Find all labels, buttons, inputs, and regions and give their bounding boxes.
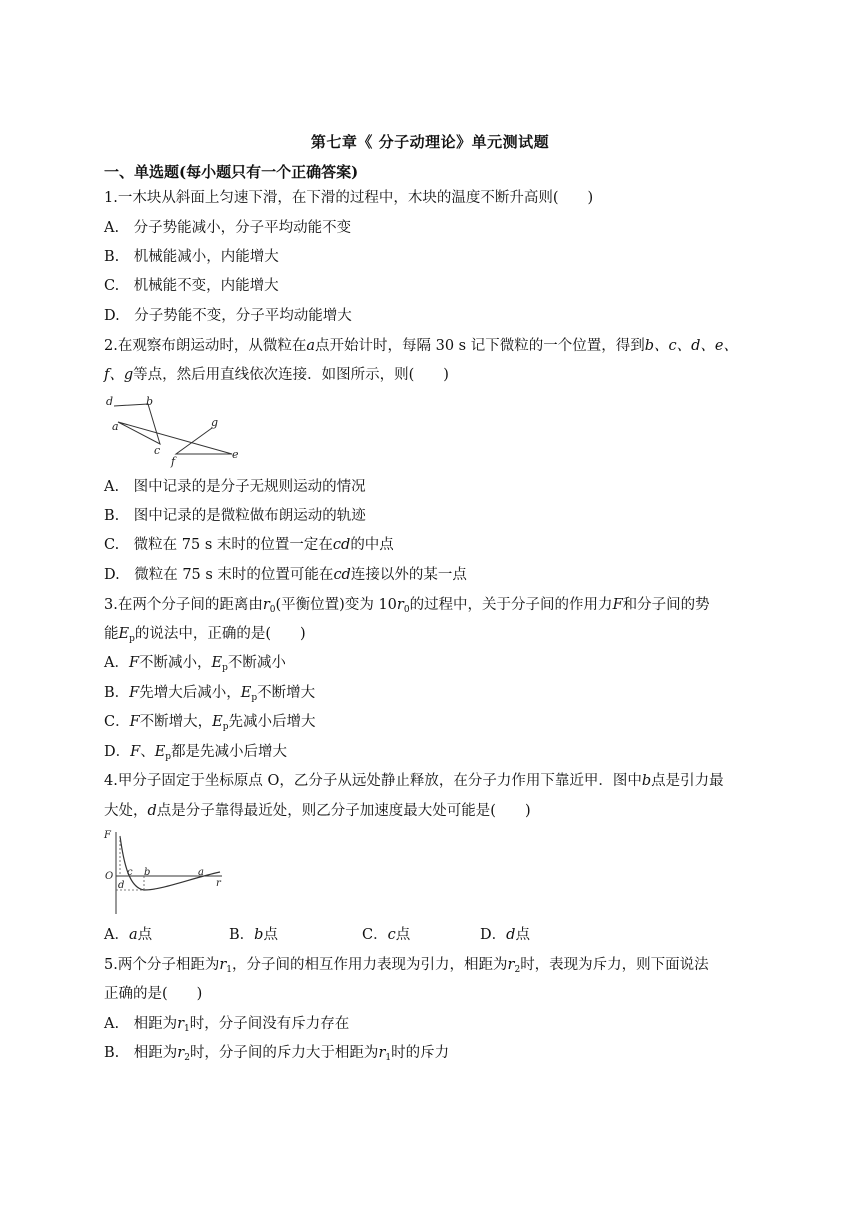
- q4-option-var: c: [387, 927, 396, 943]
- q5-option-text-2: 时，分子间的斥力大于相距为: [189, 1045, 379, 1061]
- q2-option-d-text: D. 微粒在 75 s 末时的位置可能在: [104, 567, 334, 583]
- q3-var-f: F: [612, 597, 623, 613]
- q3-option-d: [104, 742, 287, 767]
- q5-option-text-2: 时，分子间没有斥力存在: [189, 1016, 350, 1032]
- graph-label-o: O: [105, 871, 114, 882]
- q3-text-3: 的过程中，关于分子间的作用力: [409, 597, 613, 613]
- q3-var-f: F: [130, 744, 141, 760]
- q3-sub-p: p: [222, 663, 228, 673]
- q5-option-a: [104, 1014, 349, 1039]
- graph-label-a: a: [198, 867, 204, 878]
- q4-option-c: [362, 925, 410, 945]
- q5-sub-2: 2: [514, 965, 521, 975]
- q2-stem-text-3: 等点，然后用直线依次连接．如图所示，则( ): [133, 367, 449, 383]
- q1-option-d: D. 分子势能不变，分子平均动能增大: [104, 308, 352, 324]
- q3-sub-0: 0: [269, 605, 276, 615]
- page-title: 第七章《 分子动理论》单元测试题: [310, 133, 550, 151]
- q2-stem-text: 2.在观察布朗运动时，从微粒在: [104, 338, 307, 354]
- graph-label-r: r: [216, 878, 221, 889]
- q5-var-r: r: [378, 1045, 386, 1061]
- q4-option-unit: 点: [263, 927, 278, 943]
- q3-sub-p: p: [165, 752, 172, 762]
- q3-option-b: [104, 683, 315, 708]
- q4-text: 4.甲分子固定于坐标原点 O，乙分子从远处静止释放，在分子力作用下靠近甲．图中: [104, 773, 642, 789]
- q4-option-var: a: [128, 927, 138, 943]
- q3-var-e: E: [118, 626, 130, 642]
- q5-stem-line2: 正确的是( ): [104, 986, 203, 1002]
- fig-label-c: c: [154, 444, 161, 457]
- q5-sub-2: 2: [184, 1053, 190, 1063]
- q3-stem-line2: [104, 624, 306, 649]
- graph-label-f: F: [104, 830, 111, 841]
- q4-option-unit: 点: [515, 927, 530, 943]
- q4-text-2: 点是引力最: [651, 773, 724, 789]
- q3-var-r: r: [396, 597, 404, 613]
- fig-label-a: a: [112, 420, 119, 433]
- q2-segment-cd: cd: [333, 567, 351, 583]
- q4-option-unit: 点: [137, 927, 153, 943]
- q1-option-b: B. 机械能减小，内能增大: [104, 249, 279, 265]
- q5-sub-1: 1: [226, 965, 233, 975]
- q5-var-r: r: [177, 1045, 185, 1061]
- q3-var-f: F: [129, 685, 140, 701]
- q3-sub-0: 0: [403, 605, 410, 615]
- q2-option-a: A. 图中记录的是分子无规则运动的情况: [104, 479, 366, 495]
- q5-sub-1: 1: [184, 1024, 190, 1034]
- q3-sub-p: p: [129, 634, 135, 644]
- q5-text: 5.两个分子相距为: [104, 957, 220, 973]
- q5-option-text: B. 相距为: [104, 1045, 178, 1061]
- fig-label-e: e: [232, 448, 239, 461]
- q4-option-b: [229, 925, 278, 945]
- q3-option-text: 、: [140, 744, 155, 760]
- q3-option-label: B．: [104, 685, 130, 701]
- q3-option-text-2: 不断增大: [257, 685, 316, 701]
- q3-var-f: F: [128, 655, 140, 671]
- q3-option-text: 先增大后减小，: [139, 685, 241, 701]
- fig-label-f: f: [171, 455, 176, 468]
- graph-label-b: b: [144, 867, 151, 878]
- q3-option-label: A．: [104, 655, 129, 671]
- q3-sub-p: p: [251, 693, 258, 703]
- q5-option-text-3: 时的斥力: [391, 1045, 450, 1061]
- q1-option-a: A. 分子势能减小，分子平均动能不变: [104, 220, 352, 236]
- q3-stem-line1: [104, 595, 710, 620]
- q3-text: 3.在两个分子间的距离由: [104, 597, 263, 613]
- q2-point-a: a: [306, 338, 315, 354]
- q1-stem: 1.一木块从斜面上匀速下滑，在下滑的过程中，木块的温度不断升高则( ): [104, 190, 594, 206]
- fig-label-d: d: [106, 395, 114, 408]
- q2-option-b: B. 图中记录的是微粒做布朗运动的轨迹: [104, 508, 366, 524]
- q1-option-c: C. 机械能不变，内能增大: [104, 278, 279, 294]
- q3-option-label: D．: [104, 744, 131, 760]
- q2-option-d-text-2: 连接以外的某一点: [350, 567, 467, 583]
- q5-option-text: A. 相距为: [104, 1016, 178, 1032]
- section-heading: 一、单选题(每小题只有一个正确答案): [104, 163, 359, 181]
- q3-var-r: r: [262, 597, 270, 613]
- q4-option-var: d: [506, 927, 516, 943]
- q4-text-3: 大处，: [104, 803, 148, 819]
- q4-option-a: [104, 925, 152, 945]
- graph-label-d: d: [118, 880, 125, 891]
- q4-point-b: b: [641, 773, 652, 789]
- q2-stem-text-2: 点开始计时，每隔 30 s 记下微粒的一个位置，得到: [315, 338, 645, 354]
- q3-option-text-2: 先减小后增大: [228, 714, 316, 730]
- q4-option-label: A．: [104, 927, 129, 943]
- q5-text-3: 时，表现为斥力，则下面说法: [520, 957, 709, 973]
- q2-segment-cd: cd: [332, 537, 351, 553]
- q4-stem-line1: [104, 771, 724, 791]
- q2-stem-line1: [104, 336, 738, 356]
- q4-option-var: b: [254, 927, 264, 943]
- q3-text-6: 的说法中，正确的是( ): [134, 626, 306, 642]
- fig-label-b: b: [146, 395, 154, 408]
- q2-option-c-text: C. 微粒在 75 s 末时的位置一定在: [104, 537, 333, 553]
- q3-option-text: 不断减小，: [139, 655, 212, 671]
- q2-option-d: [104, 565, 467, 585]
- q2-point-list: b、c、d、e、: [644, 338, 738, 354]
- q3-var-f: F: [129, 714, 140, 730]
- q2-point-list-2: f、g: [104, 367, 134, 383]
- q3-sub-p: p: [222, 722, 229, 732]
- q5-var-r: r: [219, 957, 227, 973]
- q3-text-2: (平衡位置)变为 10: [275, 597, 397, 613]
- q3-var-e: E: [240, 685, 252, 701]
- q5-text-2: ，分子间的相互作用力表现为引力，相距为: [232, 957, 508, 973]
- q3-option-c: [104, 712, 316, 737]
- q4-option-label: C．: [362, 927, 388, 943]
- q3-option-text: 不断增大，: [139, 714, 213, 730]
- q3-option-text-2: 不断减小: [227, 655, 286, 671]
- molecular-force-graph: [102, 826, 226, 916]
- q4-option-label: D．: [480, 927, 507, 943]
- q5-option-b: [104, 1043, 449, 1068]
- q5-var-r: r: [177, 1016, 185, 1032]
- q3-option-text-2: 都是先减小后增大: [171, 744, 288, 760]
- q2-stem-line2: [104, 365, 449, 385]
- q4-stem-line2: [104, 801, 531, 821]
- q4-option-d: [480, 925, 530, 945]
- q3-option-label: C．: [104, 714, 130, 730]
- graph-label-c: c: [127, 867, 133, 878]
- brownian-motion-figure: [104, 392, 244, 468]
- q3-text-5: 能: [104, 626, 119, 642]
- q3-var-e: E: [211, 655, 223, 671]
- q3-var-e: E: [212, 714, 223, 730]
- q4-option-label: B．: [229, 927, 255, 943]
- q3-var-e: E: [154, 744, 166, 760]
- q5-var-r: r: [507, 957, 515, 973]
- q4-point-d: d: [147, 803, 157, 819]
- q2-option-c: [104, 535, 394, 555]
- q5-sub-1: 1: [385, 1053, 392, 1063]
- q4-option-unit: 点: [395, 927, 411, 943]
- q3-option-a: [104, 653, 286, 678]
- q4-text-4: 点是分子靠得最近处，则乙分子加速度最大处可能是( ): [156, 803, 531, 819]
- q3-text-4: 和分子间的势: [622, 597, 710, 613]
- q5-stem-line1: [104, 955, 709, 980]
- q2-option-c-text-2: 的中点: [350, 537, 394, 553]
- fig-label-g: g: [211, 416, 219, 429]
